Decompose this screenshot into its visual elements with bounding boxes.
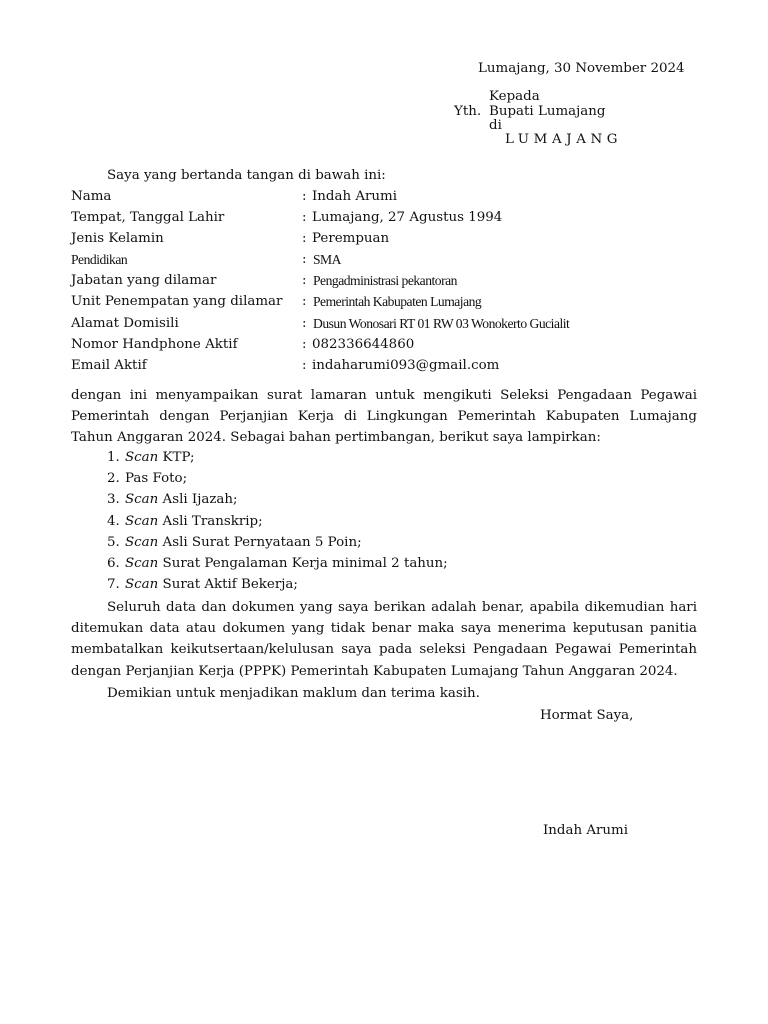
closing-paragraph: Demikian untuk menjadikan maklum dan terima kasih. (107, 686, 480, 701)
identity-row-address (71, 316, 711, 337)
recipient-city: LUMAJANG (505, 132, 623, 147)
list-item (107, 577, 448, 598)
signer-name: Indah Arumi (543, 823, 629, 838)
identity-row-unit (71, 294, 711, 315)
list-item (107, 450, 448, 471)
identity-colon: : (302, 336, 307, 352)
attachment-text: Surat Pengalaman Kerja minimal 2 tahun; (158, 555, 448, 571)
application-paragraph: dengan ini menyampaikan surat lamaran untuk mengikuti Seleksi Pengadaan Pegawai Pemerintah dengan Perjanjian Kerja di Lingkungan Pemerintah Kabupaten Lumajang Tahun Anggaran 2024. Sebagai bahan pertimbangan, berikut saya lampirkan: (71, 388, 697, 446)
identity-value: indaharumi093@gmail.com (312, 357, 500, 373)
identity-label: Nama (71, 189, 112, 204)
identity-row-phone (71, 337, 711, 358)
identity-label: Jenis Kelamin (71, 231, 164, 247)
recipient-di: di (489, 118, 502, 133)
list-number: 6. (107, 555, 120, 571)
identity-row-position (71, 273, 711, 294)
scan-label: Scan (125, 577, 159, 593)
identity-value: Dusun Wonosari RT 01 RW 03 Wonokerto Gucialit (313, 315, 570, 331)
list-number: 5. (107, 534, 120, 550)
closing-salutation: Hormat Saya, (540, 708, 634, 723)
attachment-text: KTP; (158, 450, 195, 465)
list-number: 3. (107, 492, 120, 508)
identity-value: Lumajang, 27 Agustus 1994 (312, 210, 503, 226)
identity-value: 082336644860 (312, 336, 415, 352)
recipient-name: Bupati Lumajang (489, 104, 606, 119)
list-number: 1. (107, 450, 120, 465)
identity-row-gender (71, 231, 711, 252)
identity-row-education (71, 252, 711, 273)
list-item (107, 514, 448, 535)
intro-text: Saya yang bertanda tangan di bawah ini: (107, 168, 386, 183)
identity-row-birth (71, 210, 711, 231)
declaration-paragraph: Seluruh data dan dokumen yang saya berikan adalah benar, apabila dikemudian hari ditemukan data atau dokumen yang tidak benar maka saya menerima keputusan panitia membatalkan keikutsertaan/kelulusan saya pada seleksi Pengadaan Pegawai Pemerintah dengan Perjanjian Kerja (PPPK) Pemerintah Kabupaten Lumajang Tahun Anggaran 2024. (71, 600, 697, 679)
attachment-text: Surat Aktif Bekerja; (158, 577, 298, 593)
attachment-text: Asli Transkrip; (158, 513, 263, 529)
identity-label: Unit Penempatan yang dilamar (71, 294, 283, 310)
identity-label: Email Aktif (71, 357, 147, 373)
identity-label: Jabatan yang dilamar (71, 273, 217, 289)
recipient-kepada: Kepada (489, 89, 540, 104)
scan-label: Scan (125, 450, 159, 465)
identity-table (71, 189, 711, 379)
identity-colon: : (302, 273, 307, 289)
identity-label: Alamat Domisili (71, 315, 179, 331)
place-date: Lumajang, 30 November 2024 (478, 61, 685, 76)
identity-label: Nomor Handphone Aktif (71, 336, 238, 352)
scan-label: Scan (125, 534, 159, 550)
identity-value: Perempuan (312, 231, 390, 247)
identity-colon: : (302, 315, 307, 331)
list-item (107, 556, 448, 577)
list-item (107, 471, 448, 492)
list-number: 2. (107, 471, 120, 487)
identity-value: SMA (313, 252, 341, 268)
identity-label: Pendidikan (71, 252, 128, 268)
identity-value: Pengadministrasi pekantoran (313, 273, 457, 289)
identity-row-name (71, 189, 711, 210)
identity-value: Indah Arumi (312, 189, 398, 204)
identity-colon: : (302, 357, 307, 373)
identity-row-email (71, 358, 711, 379)
list-item (107, 535, 448, 556)
scan-label: Scan (125, 492, 159, 508)
identity-colon: : (302, 210, 307, 226)
recipient-prefix: Yth. (454, 104, 482, 119)
scan-label: Scan (125, 513, 159, 529)
scan-label: Scan (125, 555, 159, 571)
attachment-text: Pas Foto; (125, 471, 188, 487)
identity-colon: : (302, 252, 307, 268)
attachment-list (107, 450, 448, 598)
identity-colon: : (302, 189, 307, 204)
identity-label: Tempat, Tanggal Lahir (71, 210, 225, 226)
identity-colon: : (302, 231, 307, 247)
list-number: 4. (107, 513, 120, 529)
list-item (107, 492, 448, 513)
list-number: 7. (107, 577, 120, 593)
attachment-text: Asli Surat Pernyataan 5 Poin; (158, 534, 362, 550)
identity-colon: : (302, 294, 307, 310)
identity-value: Pemerintah Kabupaten Lumajang (313, 294, 482, 310)
attachment-text: Asli Ijazah; (158, 492, 238, 508)
